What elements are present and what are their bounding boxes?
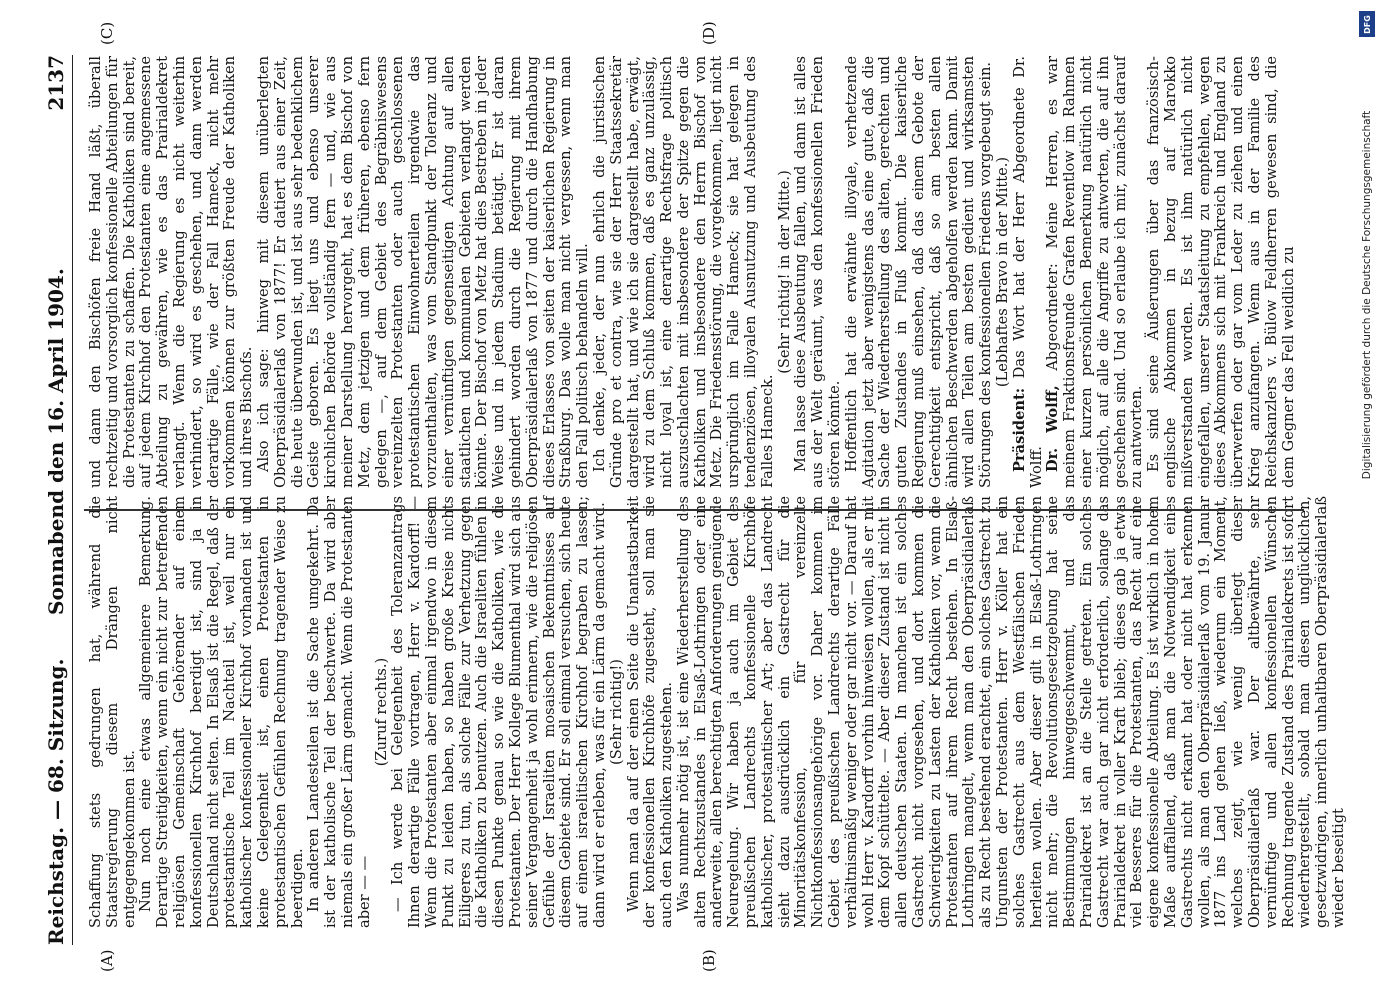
paragraph: Was nunmehr nötig ist, ist eine Wiederherstellung des alten Rechtszustandes in Elsaß-Lothringen oder eine anderweite, allen berechtigten Anforderungen genügende Neuregelung. Wir haben ja auch im Gebiet des preußischen Landrechts konfessionelle Kirchhöfe katholischer, protestantischer Art; aber das Landrecht sieht dazu ausdrücklich ein Gastrecht für die Minoritätskonfession, für vereinzelte Nichtkonfessionsangehörige vor. Daher kommen im Gebiet des preußischen Landrechts derartige Fälle verhältnismäßig weniger oder gar nicht vor. — Darauf hat wohl Herr v. Kardorff vorhin hinweisen wollen, als er mit dem Kopf schüttelte. — Aber dieser Zustand ist nicht in allen deutschen Staaten. In manchen ist ein solches Gastrecht nicht vorgesehen, und dort kommen die Schwierigkeiten zu Lasten der Katholiken vor, wenn die Protestanten auf ihrem Recht bestehen. In Elsaß-Lothringen mangelt, wenn man den Oberpräsidialerlaß als zu Recht bestehend erachtet, ein solches Gastrecht zu Ungunsten der Protestanten. Herr v. Köller hat ein solches Gastrecht aus dem Westfälischen Frieden herleiten wollen. Aber dieser gilt in Elsaß-Lothringen nicht mehr; die Revolutionsgesetzgebung hat seine Bestimmungen hinweggeschwemmt, und das Prairialdekret ist an die Stelle getreten. Ein solches Gastrecht war auch gar nicht erforderlich, solange das Prairialdekret in voller Kraft blieb; dieses gab ja etwas viel Besseres für die Protestanten, das Recht auf eine eigene konfessionelle Abteilung. Es ist wirklich in hohem Maße auffallend, daß man die Notwendigkeit eines Gastrechts nicht erkannt hat oder nicht hat erkennen wollen, als man den Oberpräsidialerlaß vom 19. Januar 1877 ins Land gehen ließ, wiederum ein Moment, welches zeigt, wie wenig überlegt dieser Oberpräsidialerlaß war. Der altbewährte, sehr vernünftige und allen konfessionellen Wünschen Rechnung tragende Zustand des Prairialdekrets ist sofort wiederhergestellt, sobald man diesen unglücklichen, gesetzwidrigen, innerlich unhaltbaren Oberpräsidialerlaß wieder beseitigt — [674, 496, 1347, 928]
interjection: (Sehr richtig! in der Mitte.) — [775, 170, 793, 374]
speaker-text: Abgeordneter: Meine Herren, es war meinem Fraktionsfreunde Grafen Reventlow im Rahmen einer kurzen persönlichen Bemerkung natürlich nicht möglich, auf alle die Angriffe zu antworten, die auf ihn geschehen sind. Und so erlaube ich mir, zunächst darauf zu antworten. — [1044, 55, 1146, 488]
paragraph: Schaffung stets gedrungen hat, während die Staatsregierung diesem Drängen nicht entgegengekommen ist. — [87, 496, 138, 928]
speaker-name: Dr. Wolff, — [1044, 385, 1062, 472]
digitization-sidebar — [1352, 5, 1382, 995]
paragraph: Wenn man da auf der einen Seite die Unantastbarkeit der konfessionellen Kirchhöfe zugesteht, soll man sie auch den Katholiken zugestehen. — [624, 496, 676, 928]
paragraph: In anderen Landesteilen ist die Sache umgekehrt. Da ist der katholische Teil der beschwerte. Da wird aber niemals ein großer Lärm gemacht. Wenn die Protestanten aber — — — [305, 496, 373, 928]
paragraph: Es sind seine Äußerungen über das französisch-englische Abkommen in bezug auf Marokko mißverstanden worden. Es ist ihm natürlich nicht eingefallen, unserer Staatsleitung zu empfehlen, wegen dieses Abkommens sich mit Frankreich und England zu überwerfen oder gar vom Leder zu ziehen und einen Krieg anzufangen. Wenn aus in der Familie des Reichskanzlers v. Bülow Feldherren gewesen sind, die dem Gegner das Fell weidlich zu — [1145, 56, 1297, 488]
paragraph: Ich denke, jeder, der nun ehrlich die juristischen Gründe pro et contra, wie sie der Herr Staatssekretär dargestellt hat, und wie ich sie dargestellt habe, erwägt, wird zu dem Schluß kommen, daß es ganz unzulässig, nicht loyal ist, eine derartige Rechtsfrage politisch auszuschlachten mit insbesondere der Spitze gegen die Katholiken und insbesondere den Herrn Bischof von Metz. Die Friedensstörung, die vorgekommen, liegt nicht ursprünglich im Falle Hameck; sie hat gelegen in tendenziösen, illoyalen Ausnutzung und Ausbeutung des Falles Hameck. — [590, 56, 776, 488]
interjection: (Zuruf rechts.) — [372, 657, 390, 767]
margin-mark-c: (C) — [98, 21, 116, 45]
right-column — [88, 56, 1297, 488]
interjection: (Sehr richtig!) — [607, 659, 625, 765]
speaker-paragraph — [1045, 56, 1146, 488]
dfg-logo: DFG — [1359, 11, 1375, 37]
speaker-text: Das Wort hat der Herr Abgeordnete Dr. Wolff. — [1010, 56, 1045, 488]
column-divider — [84, 509, 1304, 511]
paragraph: Also ich sage: hinweg mit diesem unüberlegten Oberpräsidialerlaß von 1877! Er datiert aus einer Zeit, die heute überwunden ist, und ist aus sehr bedenklichem Geiste geboren. Es liegt uns und ebenso unserer kirchlichen Behörde vollständig fern — und, wie aus meiner Darstellung hervorgeht, hat es dem Bischof von Metz, dem jetzigen und dem früheren, ebenso fern gelegen —, auf dem Gebiet des Begräbniswesens vereinzelten Protestanten oder auch geschlossenen protestantischen Einwohnerteilen irgendwie das vorzuenthalten, was vom Standpunkt der Toleranz und einer vernünftigen gegenseitigen Achtung auf allen staatlichen und kommunalen Gebieten verlangt werden könnte. Der Bischof von Metz hat dies Bestreben in jeder Weise und in jedem Stadium betätigt. Er ist daran gehindert worden durch die Regierung mit ihrem Oberpräsidialerlaß von 1877 und durch die Handhabung dieses Erlasses von seiten der kaiserlichen Regierung in Straßburg. Das wolle man nicht vergessen, wenn man den Fall politisch behandeln will. — [254, 56, 592, 488]
digitization-credit: Digitalisierung gefördert durch die Deutsche Forschungsgemeinschaft — [1361, 110, 1373, 480]
left-column — [88, 496, 1348, 928]
margin-mark-a: (A) — [98, 949, 116, 972]
header-date: Sonnabend den 16. April 1904. — [44, 268, 68, 615]
paragraph: Hoffentlich hat die erwähnte illoyale, verhetzende Agitation jetzt aber wenigstens das eine gute, daß die Sache der Wiederherstellung des alten, gerechten und guten Zustandes in Fluß kommt. Die kaiserliche Regierung muß einsehen, daß das einem Gebote der Gerechtigkeit entspricht, daß so am besten allen ähnlichen Beschwerden abgeholfen werden kann. Damit wird allen Teilen am besten gedient und wirksamsten Störungen des konfessionellen Friedens vorgebeugt sein. — [842, 56, 995, 488]
page-header — [38, 55, 73, 945]
paragraph: und dann den Bischöfen freie Hand läßt, überall rechtzeitig und vorsorglich konfessionelle Abteilungen für die Protestanten zu schaffen. Die Katholiken sind bereit, auf jedem Kirchhof den Protestanten eine angemessene Abteilung zu gewähren, wie es das Prairialdekret verlangt. Wenn die Regierung es nicht weiterhin verhindert, so wird es geschehen, und dann werden derartige Fälle, wie der Fall Hameck, nicht mehr vorkommen können zur größten Freude der Katholiken und ihres Bischofs. — [87, 56, 256, 488]
paragraph: — Ich werde bei Gelegenheit des Toleranzantrags Ihnen derartige Fälle vortragen, Herr v. Kardorff! — Wenn die Protestanten aber einmal irgendwo in diesem Punkt zu leiden haben, so haben große Kreise nichts Eiligeres zu tun, als solche Fälle zur Verhetzung gegen die Katholiken zu benutzen. Auch die Israeliten fühlen in diesen Punkte genau so wie die Katholiken, wie die Protestanten. Der Herr Kollege Blumenthal wird sich aus seiner Vergangenheit ja wohl erinnern, wie die religiösen Gefühle der Israeliten mosaischen Bekenntnisses auf diesem Gebiete sind. Er soll einmal versuchen, sich heute auf einem israelitischen Kirchhof begraben zu lassen; dann wird er erleben, was für ein Lärm da gemacht wird. — [389, 496, 608, 928]
page-number: 2137 — [44, 55, 68, 111]
paragraph: Nun noch eine etwas allgemeinere Bemerkung. Derartige Streitigkeiten, wenn ein nicht zur betreffenden religiösen Gemeinschaft Gehörender auf einem konfessionellen Kirchhof beerdigt ist, sind ja in Deutschland nicht selten. In Elsaß ist die Regel, daß der protestantische Teil im Nachteil ist, weil nur ein katholischer konfessioneller Kirchhof vorhanden ist und keine Gelegenheit ist, einen Protestanten in protestantischen Gefühlen Rechnung tragender Weise zu beerdigen. — [137, 496, 306, 928]
margin-mark-b: (B) — [700, 949, 718, 972]
header-session: Reichstag. — 68. Sitzung. — [44, 658, 68, 945]
interjection: (Lebhaftes Bravo in der Mitte.) — [994, 156, 1012, 388]
speaker-paragraph — [1012, 56, 1046, 488]
margin-mark-d: (D) — [700, 21, 718, 45]
paragraph: Man lasse diese Ausbeutung fallen, und dann ist alles aus der Welt geräumt, was den konfessionellen Frieden stören könnte. — [792, 56, 844, 488]
speaker-name: Präsident: — [1010, 387, 1028, 472]
